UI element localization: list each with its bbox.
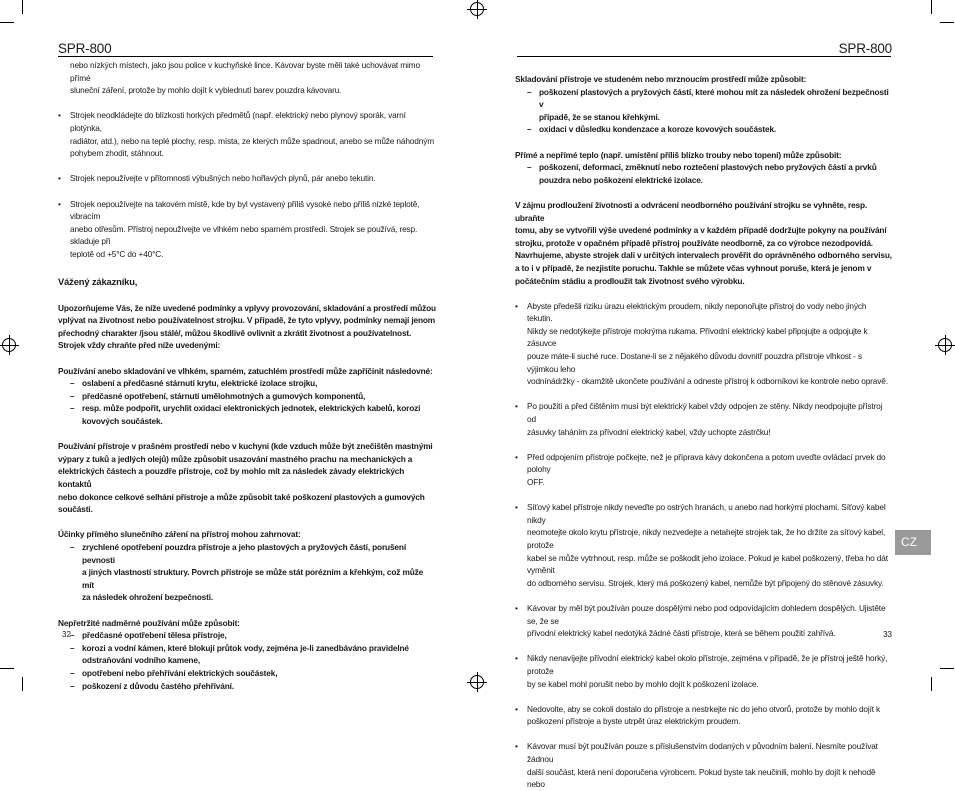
- list-item: – korozi a vodní kámen, které blokují průtok vody, zejména je-li zanedbáváno pravidelné odstraňování vodního kamene,: [58, 642, 436, 667]
- intro-paragraph: nebo nízkých místech, jako jsou police v kuchyňské lince. Kávovar byste měli také uchovávat mimo přímé sluneční záření, protože by mohlo dojít k vyblednutí barev pouzdra kávovaru.: [70, 60, 420, 96]
- page-right: [477, 0, 954, 790]
- right-content: [515, 73, 893, 791]
- list-item: – resp. může podpořit, urychlit oxidaci elektronických jednotek, elektrických kabelů, korozi kovových součástek.: [58, 402, 436, 427]
- list-item: – předčasné opotřebení tělesa přístroje,: [58, 629, 436, 642]
- warning-paragraph: Upozorňujeme Vás, že níže uvedené podmínky a vplyvy provozování, skladování a prostředí můžou vplývat na životnost nebo používatelnost strojku. V případě, že tyto vplyvy, podmínky nemají jenom přechodný charakter /jsou stálé/, můžou škodlivě ovlivnit a zkrátit životnost a používatelnost. Strojek vždy chraňte před níže uvedenými:: [58, 302, 436, 351]
- section-title: Přímé a nepřímé teplo (např. umístění příliš blízko trouby nebo topení) může způsobit:: [515, 149, 842, 160]
- list-item: – opotřebení nebo přehřívání elektrických součástek,: [58, 667, 436, 680]
- list-item: – oxidaci v důsledku kondenzace a koroze kovových součástek.: [515, 123, 893, 136]
- list-item: • Kávovar by měl být používán pouze dospělými nebo pod odpovídajícím dohledem dospělých. Ujistěte se, že se přívodní elektrický kabel nedotýká žádné části přístroje, která se během použití zahřívá.: [515, 602, 893, 640]
- list-item: – poškození, deformaci, změknutí nebo roztečení plastových nebo pryžových částí a prvků pouzdra nebo poškození elektrické izolace.: [515, 161, 893, 186]
- list-item: • Síťový kabel přístroje nikdy neveďte po ostrých hranách, u anebo nad horkými plochami. Síťový kabel nikdy neomotejte okolo krytu přístroje, nikdy nezvedejte a netahejte strojek tak, že ho držíte za síťový kabel, protože kabel se může vytrhnout, resp. může se poškodit jeho izolace. Pokud je kabel poškozený, třeba ho dát vyměnit do odborného servisu. Strojek, který má poškozený kabel, nemůže být připojený do stěnové zásuvky.: [515, 501, 893, 589]
- page-number: 32: [62, 630, 71, 639]
- list-item: – poškození plastových a pryžových částí, které mohou mít za následek ohrožení bezpečnosti v případě, že se stanou křehkými.: [515, 86, 893, 124]
- page-number: 33: [883, 630, 892, 639]
- header-rule: [517, 56, 891, 57]
- list-item: • Po použití a před čištěním musí být elektrický kabel vždy odpojen ze stěny. Nikdy neodpojujte přístroj od zásuvky taháním za přívodní elektrický kabel, vždy uchopte zástrčku!: [515, 400, 893, 438]
- section-title: Nepřetržité nadměrné používání může způsobit:: [58, 617, 240, 628]
- list-item: – předčasné opotřebení, stárnutí umělohmotných a gumových komponentů,: [58, 390, 436, 403]
- language-tab: CZ: [895, 530, 931, 555]
- left-content: [58, 59, 436, 692]
- lifetime-paragraph: V zájmu prodloužení životnosti a odvrácení neodborného používání strojku se vyhněte, resp. ubraňte tomu, aby se vytvořili výše uvedené podmínky a v každém případě dodržujte pokyny na používání strojku, protože v opačném případě přístroj používáte neodborně, za co výrobce nezodpovídá. Navrhujeme, abyste strojek dali v určitých intervalech prověřit do oprávněného odborného servisu, a to i v případě, že nezjistíte poruchu. Takhle se můžete včas vyhnout poruše, která je jenom v počátečním stádiu a prodloužit tak životnost svého výrobku.: [515, 199, 892, 286]
- model-title: SPR-800: [838, 41, 892, 56]
- list-item: • Strojek neodkládejte do blízkosti horkých předmětů (např. elektrický nebo plynový sporák, varní plotýnka, radiátor, atd.), nebo na teplé plochy, resp. místa, ze kterých může spadnout, anebo se může náhodným pohybem zhodit, stáhnout.: [58, 109, 436, 159]
- section-title: Používání anebo skladování ve vlhkém, sparném, zatuchlém prostředí může zapříčinit následovné:: [58, 365, 433, 376]
- list-item: – oslabení a předčasné stárnutí krytu, elektrické izolace strojku,: [58, 377, 436, 390]
- list-item: • Strojek nepoužívejte v přítomnosti výbušných nebo hořlavých plynů, pár anebo tekutin.: [58, 172, 436, 185]
- list-item: • Nedovolte, aby se cokoli dostalo do přístroje a nestrkejte nic do jeho otvorů, protože by mohlo dojít k poškození přístroje a byste utrpět úraz elektrickým proudem.: [515, 703, 893, 728]
- list-item: • Před odpojením přístroje počkejte, než je příprava kávy dokončena a potom uveďte ovládací prvek do polohy OFF.: [515, 451, 893, 489]
- dust-paragraph: Používání přístroje v prašném prostředí nebo v kuchyni (kde vzduch může být znečištěn mastnými výpary z tuků a jedlých olejů) může způsobit usazování mastného prachu na mechanických a elektrických částech a pouzdře přístroje, což by mohlo mít za následek závady elektrických kontaktů nebo dokonce celkové selhání přístroje a může způsobit také poškození plastových a gumových součástí.: [58, 441, 433, 515]
- list-item: • Kávovar musí být používán pouze s příslušenstvím dodaných v původním balení. Nesmíte používat žádnou další součást, která není doporučena výrobcem. Pokud byste tak neučinili, mohlo by dojít k nehodě nebo: [515, 740, 893, 790]
- header-rule: [58, 56, 433, 57]
- section-heading: Vážený zákazníku,: [58, 276, 138, 288]
- list-item: • Nikdy nenavíjejte přívodní elektrický kabel okolo přístroje, zejména v případě, že je přístroj ještě horký, protože by se kabel mohl porušit nebo by mohlo dojít k poškození izolace.: [515, 652, 893, 690]
- page-left: [0, 0, 477, 691]
- section-title: Účinky přímého slunečního záření na přístroj mohou zahrnovat:: [58, 529, 301, 540]
- list-item: – poškození z důvodu častého přehřívání.: [58, 680, 436, 693]
- list-item: – zrychlené opotřebení pouzdra přístroje a jeho plastových a pryžových částí, porušení pevnosti a jiných vlastností struktury. Povrch přístroje se může stát porézním a křehkým, což může mít za následek ohrožení bezpečnosti.: [58, 541, 436, 604]
- section-title: Skladování přístroje ve studeném nebo mrznoucím prostředí může způsobit:: [515, 74, 807, 84]
- list-item: • Abyste předešli riziku úrazu elektrickým proudem, nikdy neponořujte přístroj do vody nebo jiných tekutin. Nikdy se nedotýkejte přístroje mokrýma rukama. Přívodní elektrický kabel připojujte a odpojujte k zásuvce pouze máte-li suché ruce. Dostane-li se z nějakého důvodu dovnitř pouzdra přístroje vlhkost - s výjimkou leho vodnínádržky - okamžitě ukončete používání a odneste přístroj k odborníkovi ke kontrole nebo opravě.: [515, 300, 893, 388]
- model-title: SPR-800: [58, 41, 112, 56]
- list-item: • Strojek nepoužívejte na takovém místě, kde by byl vystavený příliš vysoké nebo příliš nízké teplotě, vibracím anebo otřesům. Přístroj nepoužívejte ve vlhkém nebo sparném prostředí. Strojek se používá, resp. skladuje při teplotě od +5°C do +40°C.: [58, 198, 436, 261]
